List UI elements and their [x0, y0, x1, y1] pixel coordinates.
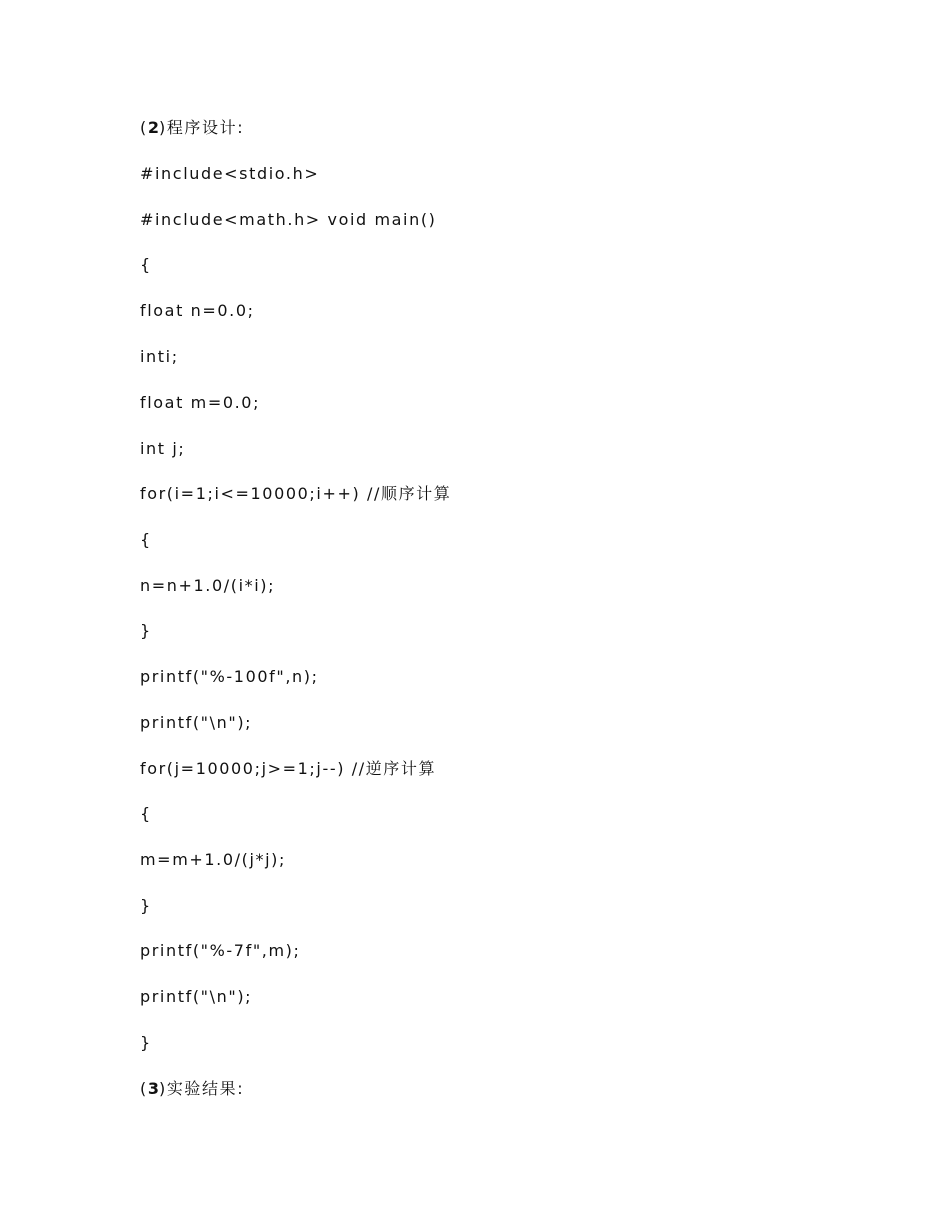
code-line: float m=0.0; [140, 393, 261, 412]
code-line: m=m+1.0/(j*j); [140, 850, 286, 869]
code-line: { [140, 804, 152, 823]
code-line: } [140, 621, 152, 640]
code-line: } [140, 1033, 152, 1052]
heading-text: )程序设计: [158, 118, 245, 137]
code-line: #include<stdio.h> [140, 164, 320, 183]
code-line: { [140, 530, 152, 549]
section-2-heading [140, 118, 244, 138]
code-line: for(j=10000;j>=1;j--) //逆序计算 [140, 759, 437, 778]
code-line: printf("%-100f",n); [140, 667, 319, 686]
code-line: } [140, 896, 152, 915]
heading-text: )实验结果: [158, 1079, 245, 1098]
code-line: { [140, 255, 152, 274]
heading-paren: ( [140, 1079, 148, 1098]
code-line: inti; [140, 347, 179, 366]
section-3-heading [140, 1079, 244, 1099]
heading-number: 2 [147, 118, 159, 137]
code-line: printf("\n"); [140, 987, 253, 1006]
code-line: n=n+1.0/(i*i); [140, 576, 276, 595]
code-line: float n=0.0; [140, 301, 255, 320]
heading-paren: ( [140, 118, 148, 137]
code-line: for(i=1;i<=10000;i++) //顺序计算 [140, 484, 452, 503]
code-line: #include<math.h> void main() [140, 210, 437, 229]
heading-number: 3 [147, 1079, 159, 1098]
code-line: int j; [140, 439, 186, 458]
code-line: printf("\n"); [140, 713, 253, 732]
code-line: printf("%-7f",m); [140, 941, 301, 960]
